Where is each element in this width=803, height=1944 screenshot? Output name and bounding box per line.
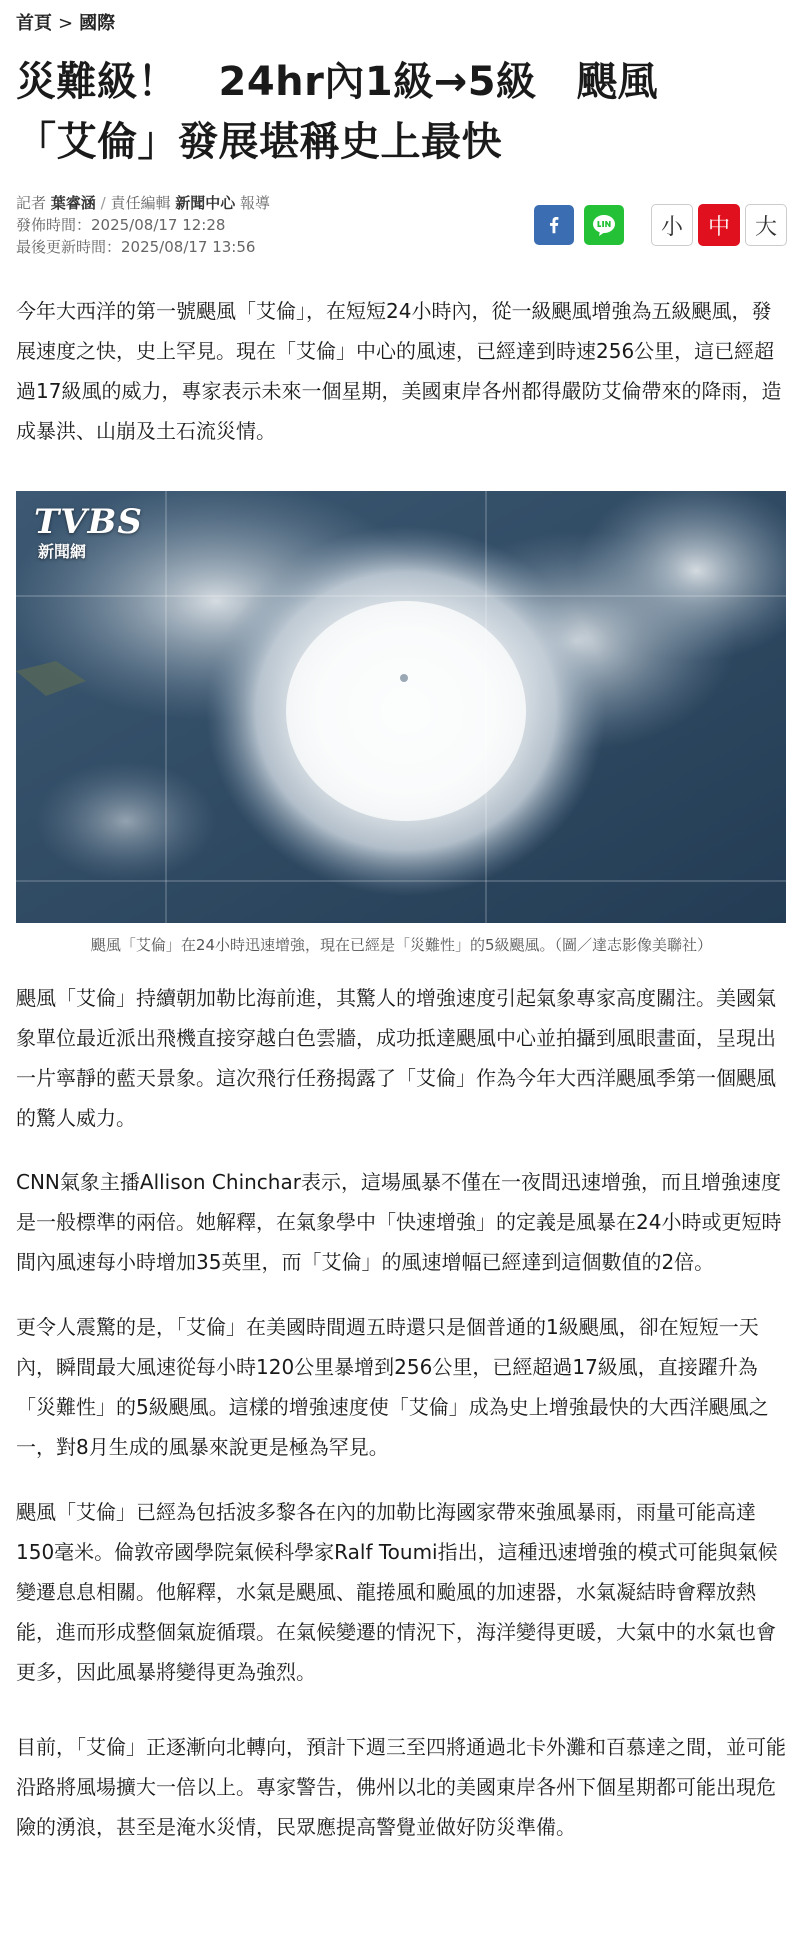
editor-prefix: 責任編輯 [110,194,171,212]
reporter-prefix: 記者 [16,194,47,212]
article-title: 災難級！ 24hr內1級→5級 颶風 「艾倫」發展堪稱史上最快 [16,59,659,165]
article-paragraph-5: 目前，「艾倫」正逐漸向北轉向，預計下週三至四將通過北卡外灘和百慕達之間，並可能沿路將風場擴大一倍以上。專家警告，佛州以北的美國東岸各州下個星期都可能出現危險的湧浪，甚至是淹水災情，民眾應提高警覺並做好防災準備。 [16,1735,786,1839]
breadcrumb [16,10,787,38]
article-paragraph-1: 颶風「艾倫」持續朝加勒比海前進，其驚人的增強速度引起氣象專家高度關注。美國氣象單位最近派出飛機直接穿越白色雲牆，成功抵達颶風中心並拍攝到風眼畫面，呈現出一片寧靜的藍天景象。這次飛行任務揭露了「艾倫」作為今年大西洋颶風季第一個颶風的驚人威力。 [16,986,776,1130]
font-size-medium-button[interactable]: 中 [698,204,740,246]
editor-name: 新聞中心 [175,194,236,212]
byline [16,192,270,214]
publish-time: 發佈時間：2025/08/17 12:28 [16,216,226,234]
facebook-share-button[interactable] [534,205,574,245]
tvbs-logo [34,502,143,562]
article-tools [524,204,787,246]
hurricane-satellite-image [16,491,786,923]
line-share-button[interactable] [584,205,624,245]
report-suffix: 報導 [240,194,271,212]
breadcrumb-section-link[interactable]: 國際 [79,13,116,34]
tvbs-logo-subtitle: 新聞網 [38,542,87,561]
facebook-icon [543,214,565,236]
figure-caption: 颶風「艾倫」在24小時迅速增強，現在已經是「災難性」的5級颶風。（圖／達志影像美聯社） [90,936,713,954]
article-lead: 今年大西洋的第一號颶風「艾倫」，在短短24小時內，從一級颶風增強為五級颶風，發展速度之快，史上罕見。現在「艾倫」中心的風速，已經達到時速256公里，這已經超過17級風的威力，專家表示未來一個星期，美國東岸各州都得嚴防艾倫帶來的降雨，造成暴洪、山崩及土石流災情。 [16,299,782,443]
article-meta [16,192,270,258]
font-size-large-button[interactable]: 大 [745,204,787,246]
font-size-controls [646,204,787,246]
tvbs-logo-text: TVBS [34,502,143,542]
reporter-name: 葉睿涵 [50,194,96,212]
article-paragraph-4: 颶風「艾倫」已經為包括波多黎各在內的加勒比海國家帶來強風暴雨，雨量可能高達150毫米。倫敦帝國學院氣候科學家Ralf Toumi指出，這種迅速增強的模式可能與氣候變遷息息相關。他解釋，水氣是颶風、龍捲風和颱風的加速器，水氣凝結時會釋放熱能，進而形成整個氣旋循環。在氣候變遷的情況下，海洋變得更暖，大氣中的水氣也會更多，因此風暴將變得更為強烈。 [16,1500,778,1684]
breadcrumb-separator: > [58,13,74,34]
font-size-small-button[interactable]: 小 [651,204,693,246]
article-figure [16,491,787,955]
byline-slash: / [100,194,106,212]
article-paragraph-2: CNN氣象主播Allison Chinchar表示，這場風暴不僅在一夜間迅速增強，而且增強速度是一般標準的兩倍。她解釋，在氣象學中「快速增強」的定義是風暴在24小時或更短時間內風速每小時增加35英里，而「艾倫」的風速增幅已經達到這個數值的2倍。 [16,1170,782,1274]
article-meta-row [16,192,787,258]
line-icon [590,211,618,239]
article-paragraph-3: 更令人震驚的是，「艾倫」在美國時間週五時還只是個普通的1級颶風，卻在短短一天內，瞬間最大風速從每小時120公里暴增到256公里，已經超過17級風，直接躍升為「災難性」的5級颶風。這樣的增強速度使「艾倫」成為史上增強最快的大西洋颶風之一，對8月生成的風暴來說更是極為罕見。 [16,1315,769,1459]
update-time: 最後更新時間：2025/08/17 13:56 [16,238,256,256]
breadcrumb-home-link[interactable]: 首頁 [16,13,52,34]
